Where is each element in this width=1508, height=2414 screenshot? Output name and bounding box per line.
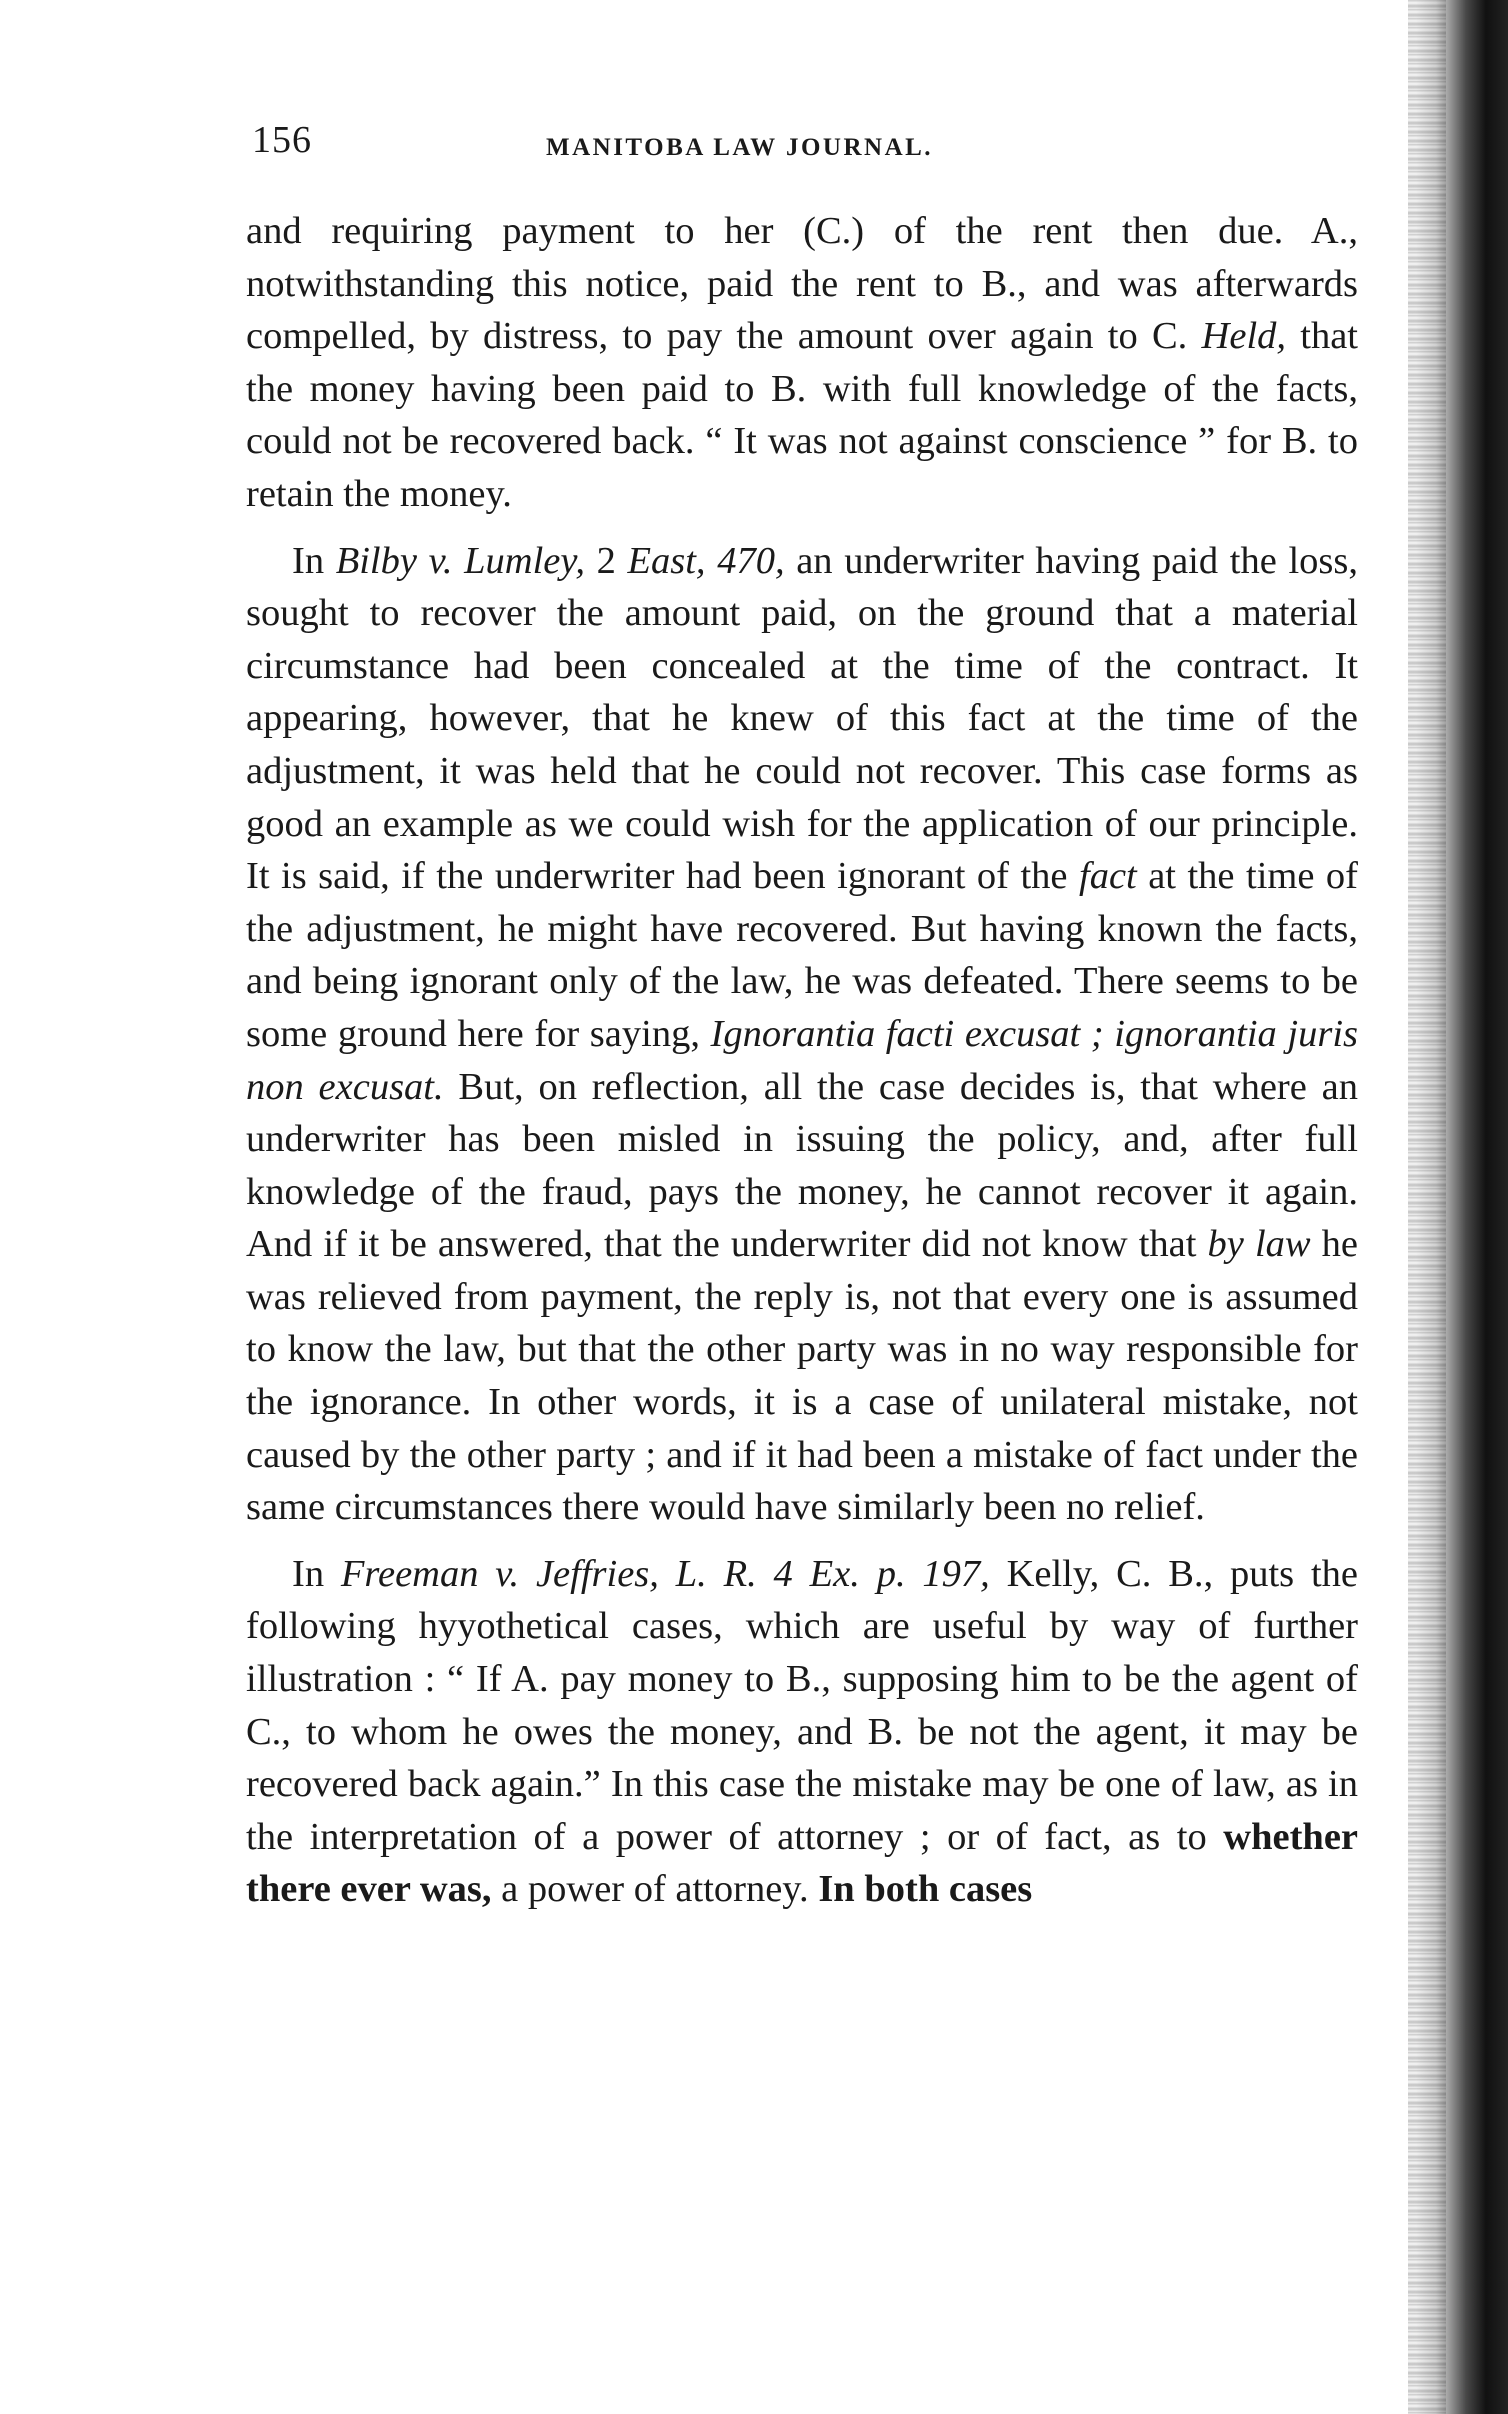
running-head: MANITOBA LAW JOURNAL. bbox=[546, 134, 934, 161]
paragraph-2-text-f: he was relieved from payment, the reply is, not that every one is assumed to know the law, but that the other party was in no way responsible for the ignorance. In other words, it is a case of unilateral mistake, not caused by the other party ; and if it had been a mistake of fact under the same circumstances there would have similarly been no relief. bbox=[246, 1223, 1358, 1529]
paragraph-1-held: Held, bbox=[1201, 315, 1287, 358]
citation-east: East, 470, bbox=[627, 539, 785, 582]
emphasis-by-law: by law bbox=[1207, 1223, 1311, 1266]
paragraph-2-text-d: at the time of the adjustment, he might have recovered. But having known the facts, and being ignorant only of the law, he was defeated. There seems to be some ground here for saying, bbox=[246, 855, 1358, 1055]
case-name-freeman: Freeman v. Jeffries, L. R. 4 Ex. p. 197, bbox=[340, 1552, 990, 1595]
paragraph-2 bbox=[246, 535, 1358, 1534]
paragraph-2-text-e: But, on reflection, all the case decides is, that where an underwriter has been misled in issuing the policy, and, after full knowledge of the fraud, pays the money, he cannot recover it again. And if it be answered, that the underwriter did not know that bbox=[246, 1065, 1358, 1266]
paragraph-2-text-b: 2 bbox=[584, 539, 628, 582]
latin-maxim: Ignorantia facti excusat ; ignorantia juris non excusat. bbox=[246, 1012, 1358, 1108]
paragraph-3-text-a: In bbox=[292, 1552, 341, 1595]
paragraph-1-text: and requiring payment to her (C.) of the rent then due. A., notwithstanding this notice, paid the rent to B., and was afterwards compelled, by distress, to pay the amount over again to C. bbox=[246, 210, 1358, 358]
paragraph-1-text-tail: that the money having been paid to B. with full knowledge of the facts, could not be recovered back. “ It was not against conscience ” for B. to retain the money. bbox=[246, 315, 1359, 515]
emphasis-fact: fact bbox=[1079, 855, 1137, 898]
page-header bbox=[252, 118, 1362, 168]
page-number: 156 bbox=[252, 119, 312, 161]
paragraph-2-text-c: an underwriter having paid the loss, sought to recover the amount paid, on the ground that a material circumstance had been concealed at the time of the contract. It appearing, however, that he knew of this fact at the time of the adjustment, it was held that he could not recover. This case forms as good an example as we could wish for the application of our principle. It is said, if the underwriter had been ignorant of the bbox=[246, 539, 1358, 898]
paragraph-3-bold-b: In both cases bbox=[818, 1868, 1033, 1911]
paragraph-2-text-a: In bbox=[292, 539, 336, 582]
paragraph-3 bbox=[246, 1548, 1358, 1916]
book-spine-texture bbox=[1408, 0, 1446, 2414]
paragraph-3-bold-a: whether there ever was, bbox=[246, 1815, 1358, 1911]
paragraph-1 bbox=[246, 205, 1358, 521]
paragraph-3-text-b: Kelly, C. B., puts the following hyyothetical cases, which are useful by way of further illustration : “ If A. pay money to B., supposing him to be the agent of C., to whom he owes the money, and B. be not the agent, it may be recovered back again.” In this case the mistake may be one of law, as in the interpretation of a power of attorney ; or of fact, as to bbox=[246, 1552, 1358, 1858]
case-name-bilby: Bilby v. Lumley, bbox=[335, 539, 585, 582]
body-text bbox=[246, 205, 1358, 1916]
paragraph-3-text-c: a power of attorney. bbox=[491, 1868, 819, 1911]
